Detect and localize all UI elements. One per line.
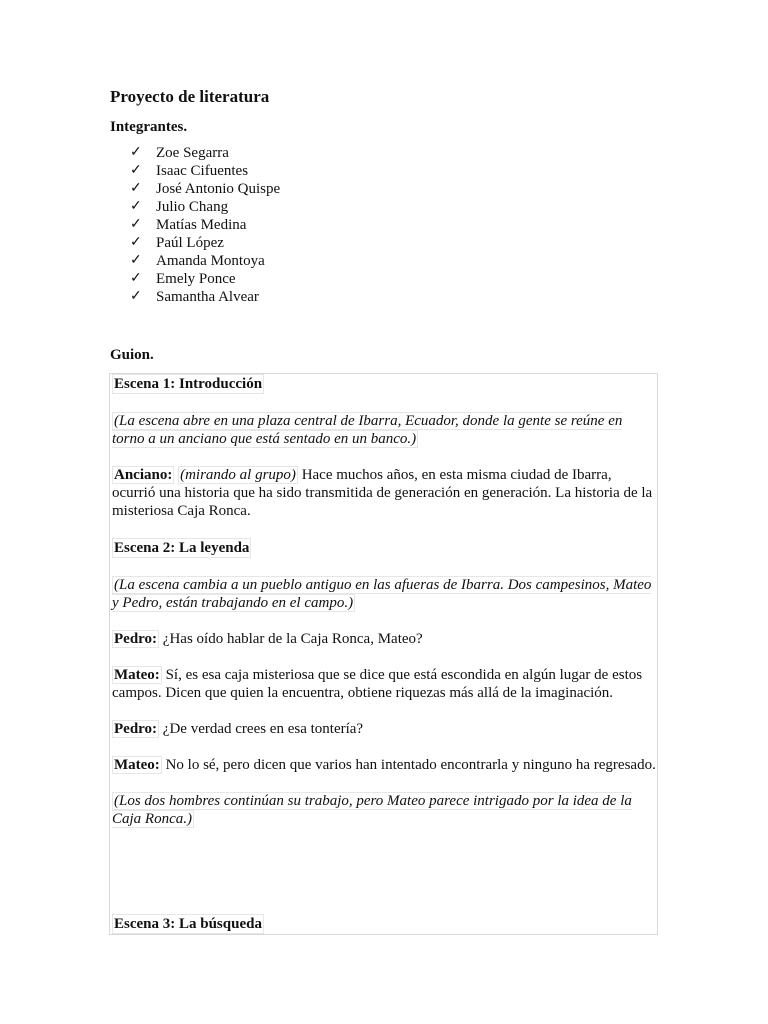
- scene-heading: Escena 3: La búsqueda: [114, 916, 262, 932]
- stage-direction-text: (La escena abre en una plaza central de Ibarra, Ecuador, donde la gente se reúne en torno a un anciano que está sentado en un banco.): [112, 413, 623, 447]
- dialogue-text: ¿De verdad crees en esa tontería?: [159, 721, 364, 737]
- speaker-name: Pedro:: [114, 631, 158, 647]
- checkmark-icon: ✓: [130, 163, 142, 178]
- member-name: Amanda Montoya: [156, 253, 265, 269]
- list-item: [130, 234, 280, 252]
- members-heading: Integrantes.: [110, 119, 188, 135]
- list-item: [130, 252, 280, 270]
- stage-direction: [112, 576, 657, 612]
- checkmark-icon: ✓: [130, 181, 142, 196]
- list-item: [130, 162, 280, 180]
- scene-3-heading-row: [112, 914, 657, 934]
- member-name: Samantha Alvear: [156, 289, 259, 305]
- checkmark-icon: ✓: [130, 253, 142, 268]
- members-list: [130, 144, 280, 306]
- member-name: Julio Chang: [156, 199, 229, 215]
- scene-2-heading-row: [112, 538, 657, 558]
- scene-heading: Escena 1: Introducción: [114, 376, 263, 392]
- list-item: [130, 198, 280, 216]
- list-item: [130, 216, 280, 234]
- dialogue-text: ¿Has oído hablar de la Caja Ronca, Mateo?: [159, 631, 423, 647]
- script-table: [109, 373, 658, 935]
- member-name: Isaac Cifuentes: [156, 163, 249, 179]
- list-item: [130, 288, 280, 306]
- list-item: [130, 180, 280, 198]
- dialogue-text: Hace muchos años, en esta misma ciudad de Ibarra, ocurrió una historia que ha sido transmitida de generación en generación. La historia de la misteriosa Caja Ronca.: [112, 467, 653, 519]
- checkmark-icon: ✓: [130, 271, 142, 286]
- speaker-name: Pedro:: [114, 721, 158, 737]
- dialogue-line: [112, 466, 657, 520]
- inline-direction: (mirando al grupo): [180, 467, 296, 483]
- member-name: Paúl López: [156, 235, 224, 251]
- stage-direction-text: (Los dos hombres continúan su trabajo, pero Mateo parece intrigado por la idea de la Caja Ronca.): [112, 793, 632, 827]
- scene-1-heading-row: [112, 374, 657, 394]
- script-heading: Guion.: [110, 347, 154, 363]
- checkmark-icon: ✓: [130, 235, 142, 250]
- member-name: Matías Medina: [156, 217, 247, 233]
- speaker-name: Anciano:: [114, 467, 173, 483]
- checkmark-icon: ✓: [130, 145, 142, 160]
- page-title: Proyecto de literatura: [110, 87, 270, 106]
- stage-direction: [112, 412, 657, 448]
- dialogue-text: No lo sé, pero dicen que varios han intentado encontrarla y ninguno ha regresado.: [161, 757, 656, 773]
- list-item: [130, 270, 280, 288]
- member-name: Emely Ponce: [156, 271, 236, 287]
- dialogue-line: [112, 666, 657, 702]
- dialogue-line: [112, 630, 657, 648]
- checkmark-icon: ✓: [130, 199, 142, 214]
- member-name: Zoe Segarra: [156, 145, 229, 161]
- checkmark-icon: ✓: [130, 217, 142, 232]
- checkmark-icon: ✓: [130, 289, 142, 304]
- list-item: [130, 144, 280, 162]
- dialogue-line: [112, 720, 657, 738]
- stage-direction-text: (La escena cambia a un pueblo antiguo en las afueras de Ibarra. Dos campesinos, Mateo y Pedro, están trabajando en el campo.): [112, 577, 652, 611]
- dialogue-line: [112, 756, 657, 774]
- stage-direction: [112, 792, 657, 828]
- scene-heading: Escena 2: La leyenda: [114, 540, 250, 556]
- dialogue-text: Sí, es esa caja misteriosa que se dice que está escondida en algún lugar de estos campos. Dicen que quien la encuentra, obtiene riquezas más allá de la imaginación.: [112, 667, 643, 701]
- speaker-name: Mateo:: [114, 667, 160, 683]
- member-name: José Antonio Quispe: [156, 181, 281, 197]
- speaker-name: Mateo:: [114, 757, 160, 773]
